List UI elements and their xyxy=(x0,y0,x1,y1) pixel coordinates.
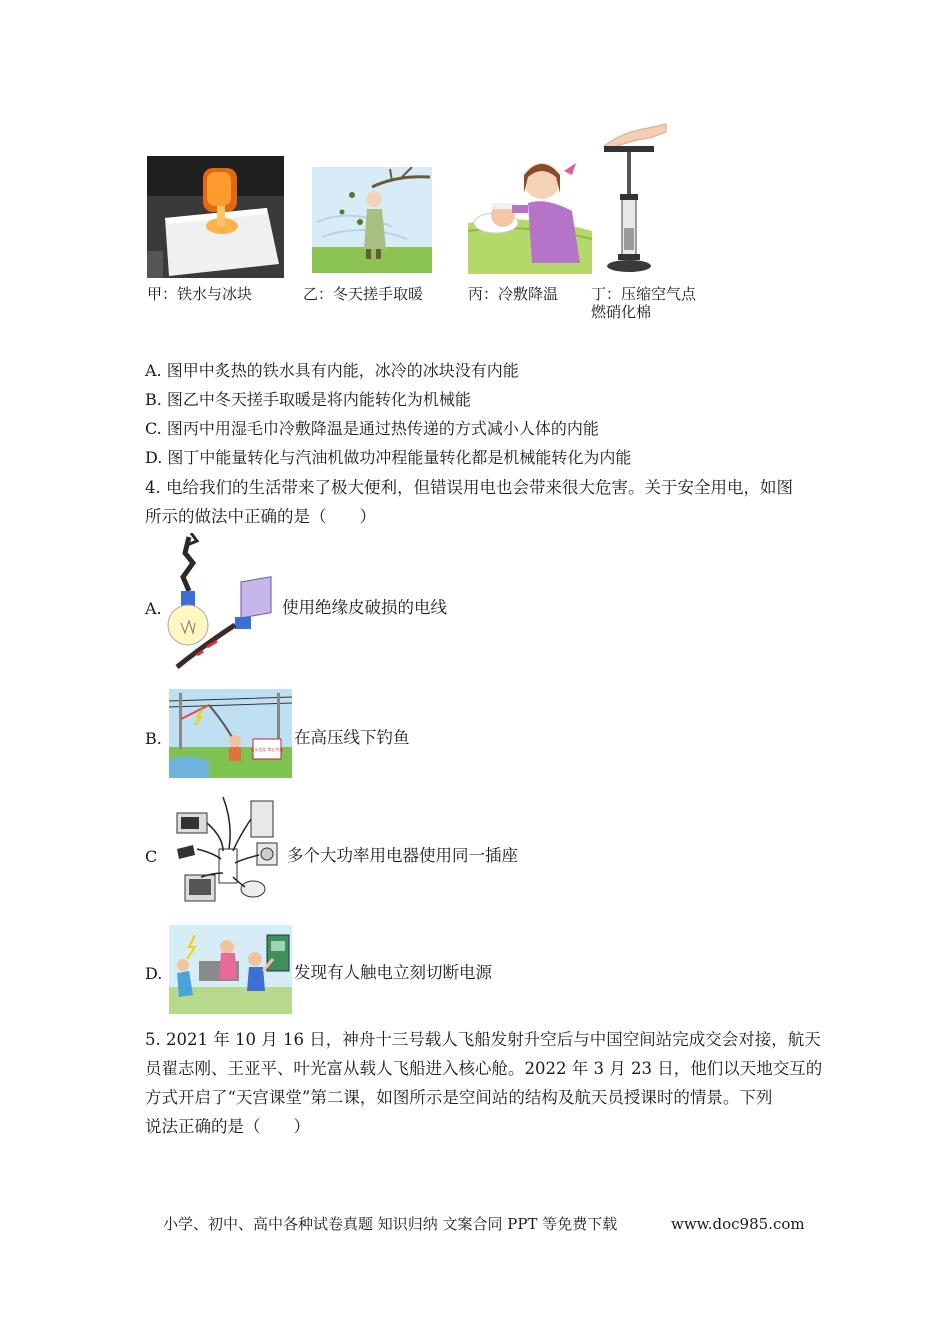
caption-ding-line2: 燃硝化棉 xyxy=(591,303,652,321)
caption-ding-line1: 丁：压缩空气点 xyxy=(591,285,697,303)
q3-option-d: D. 图丁中能量转化与汽油机做功冲程能量转化都是机械能转化为内能 xyxy=(145,448,632,467)
figure-yi-rubbing-hands xyxy=(312,167,432,273)
q4-option-b-text: 在高压线下钓鱼 xyxy=(294,728,410,747)
figure-ding-compress-air xyxy=(600,118,670,274)
q5-line2: 员翟志刚、王亚平、叶光富从载人飞船进入核心舱。2022 年 3 月 23 日，他们以天地交互的 xyxy=(145,1059,823,1078)
q4-option-c-letter: C xyxy=(145,847,158,866)
q4-option-a-letter: A. xyxy=(145,599,162,618)
q4-stem-line1: 4. 电给我们的生活带来了极大便利，但错误用电也会带来很大危害。关于安全用电，如图 xyxy=(145,478,793,497)
q4-stem-line2: 所示的做法中正确的是（ ） xyxy=(145,507,376,526)
q3-option-b: B. 图乙中冬天搓手取暖是将内能转化为机械能 xyxy=(145,390,471,409)
q4-option-b-letter: B. xyxy=(145,729,162,748)
footer-text: 小学、初中、高中各种试卷真题 知识归纳 文案合同 PPT 等免费下载 xyxy=(163,1215,618,1233)
caption-jia: 甲：铁水与冰块 xyxy=(147,285,253,303)
q4-option-c-image xyxy=(173,793,284,909)
q4-option-b-image xyxy=(169,689,292,778)
q4-option-d-letter: D. xyxy=(145,964,163,983)
q4-option-d-image xyxy=(169,925,292,1014)
caption-bing: 丙：冷敷降温 xyxy=(468,285,559,303)
q3-option-a: A. 图甲中炙热的铁水具有内能，冰冷的冰块没有内能 xyxy=(145,361,519,380)
q5-line3: 方式开启了“天宫课堂”第二课，如图所示是空间站的结构及航天员授课时的情景。下列 xyxy=(145,1088,773,1107)
q4-option-d-text: 发现有人触电立刻切断电源 xyxy=(294,963,492,982)
q3-option-c: C. 图丙中用湿毛巾冷敷降温是通过热传递的方式减小人体的内能 xyxy=(145,419,599,438)
figure-bing-cold-compress xyxy=(468,153,592,274)
q5-line1: 5. 2021 年 10 月 16 日，神舟十三号载人飞船发射升空后与中国空间站完成交会对接，航天 xyxy=(145,1030,821,1049)
caption-yi: 乙：冬天搓手取暖 xyxy=(303,285,424,303)
q5-line4: 说法正确的是（ ） xyxy=(145,1117,310,1136)
figure-jia-iron-and-ice xyxy=(147,156,284,278)
warning-sign-text: 高压危险 禁止钓鱼 xyxy=(250,747,284,752)
q4-option-c-text: 多个大功率用电器使用同一插座 xyxy=(287,846,518,865)
q4-option-a-text: 使用绝缘皮破损的电线 xyxy=(282,598,447,617)
q4-option-a-image xyxy=(167,533,280,675)
footer-url[interactable]: www.doc985.com xyxy=(671,1215,805,1233)
